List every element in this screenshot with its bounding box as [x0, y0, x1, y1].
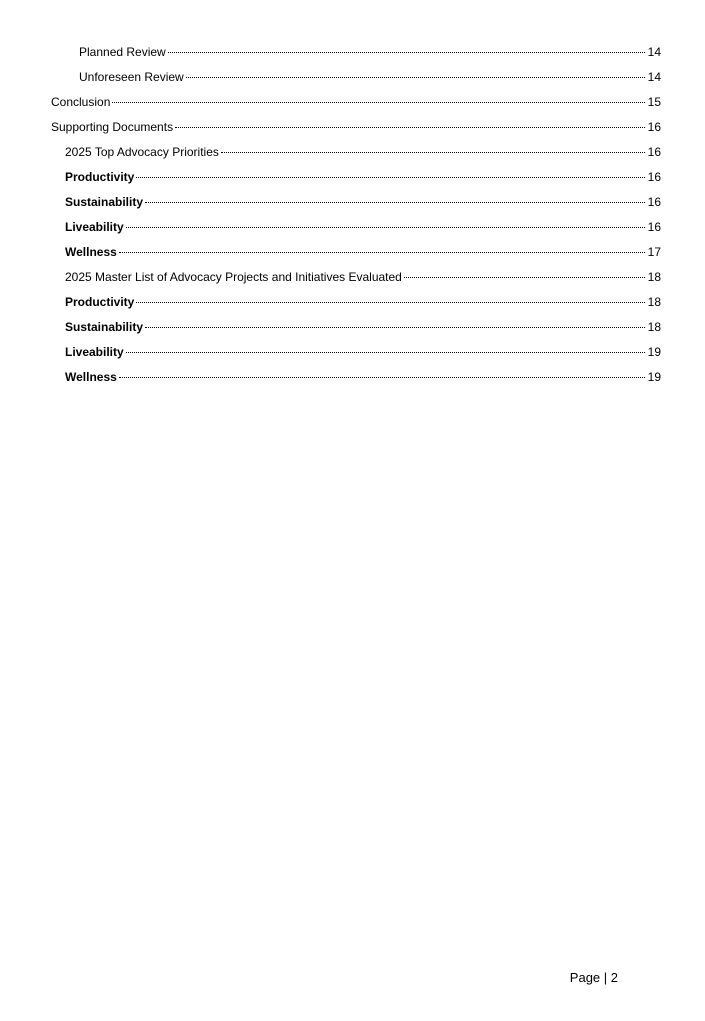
toc-entry-label: 2025 Master List of Advocacy Projects and Initiatives Evaluated	[65, 270, 402, 284]
toc-entry-label: Liveability	[65, 345, 124, 359]
table-of-contents	[51, 42, 661, 392]
toc-entry-page-number: 19	[647, 345, 661, 359]
toc-dot-leader	[136, 302, 645, 303]
toc-dot-leader	[126, 352, 645, 353]
toc-entry-label: Unforeseen Review	[79, 70, 184, 84]
toc-entry-label: Liveability	[65, 220, 124, 234]
toc-entry-page-number: 19	[647, 370, 661, 384]
toc-entry-productivity[interactable]	[51, 292, 661, 317]
toc-entry-label: Productivity	[65, 295, 135, 309]
toc-dot-leader	[168, 52, 645, 53]
toc-dot-leader	[404, 277, 645, 278]
toc-entry-wellness[interactable]	[51, 367, 661, 392]
toc-entry-liveability[interactable]	[51, 342, 661, 367]
toc-entry-label: Sustainability	[65, 195, 144, 209]
toc-entry-label: Wellness	[65, 370, 117, 384]
toc-entry-page-number: 16	[647, 170, 661, 184]
toc-entry-wellness[interactable]	[51, 242, 661, 267]
toc-dot-leader	[175, 127, 645, 128]
toc-entry-sustainability[interactable]	[51, 192, 661, 217]
toc-dot-leader	[112, 102, 645, 103]
toc-entry-page-number: 16	[647, 195, 661, 209]
toc-entry-page-number: 18	[647, 320, 661, 334]
toc-entry-master-list[interactable]	[51, 267, 661, 292]
toc-dot-leader	[145, 202, 645, 203]
toc-entry-page-number: 16	[647, 220, 661, 234]
toc-entry-conclusion[interactable]	[51, 92, 661, 117]
toc-dot-leader	[221, 152, 645, 153]
toc-entry-label: 2025 Top Advocacy Priorities	[65, 145, 219, 159]
toc-entry-page-number: 18	[647, 295, 661, 309]
toc-entry-page-number: 18	[647, 270, 661, 284]
toc-entry-top-advocacy-priorities[interactable]	[51, 142, 661, 167]
toc-entry-label: Productivity	[65, 170, 135, 184]
toc-entry-label: Wellness	[65, 245, 117, 259]
page-number-footer: Page | 2	[569, 970, 618, 985]
toc-entry-unforeseen-review[interactable]	[51, 67, 661, 92]
toc-entry-productivity[interactable]	[51, 167, 661, 192]
toc-entry-page-number: 15	[647, 95, 661, 109]
toc-dot-leader	[119, 252, 645, 253]
toc-entry-label: Sustainability	[65, 320, 144, 334]
toc-dot-leader	[119, 377, 645, 378]
toc-entry-label: Planned Review	[79, 45, 166, 59]
toc-entry-supporting-documents[interactable]	[51, 117, 661, 142]
toc-entry-label: Supporting Documents	[51, 120, 174, 134]
toc-entry-liveability[interactable]	[51, 217, 661, 242]
toc-entry-page-number: 16	[647, 120, 661, 134]
toc-entry-page-number: 17	[647, 245, 661, 259]
toc-entry-page-number: 14	[647, 70, 661, 84]
toc-dot-leader	[126, 227, 645, 228]
toc-dot-leader	[136, 177, 645, 178]
toc-entry-sustainability[interactable]	[51, 317, 661, 342]
toc-entry-page-number: 16	[647, 145, 661, 159]
toc-entry-page-number: 14	[647, 45, 661, 59]
toc-entry-planned-review[interactable]	[51, 42, 661, 67]
toc-dot-leader	[186, 77, 645, 78]
toc-entry-label: Conclusion	[51, 95, 111, 109]
toc-dot-leader	[145, 327, 645, 328]
